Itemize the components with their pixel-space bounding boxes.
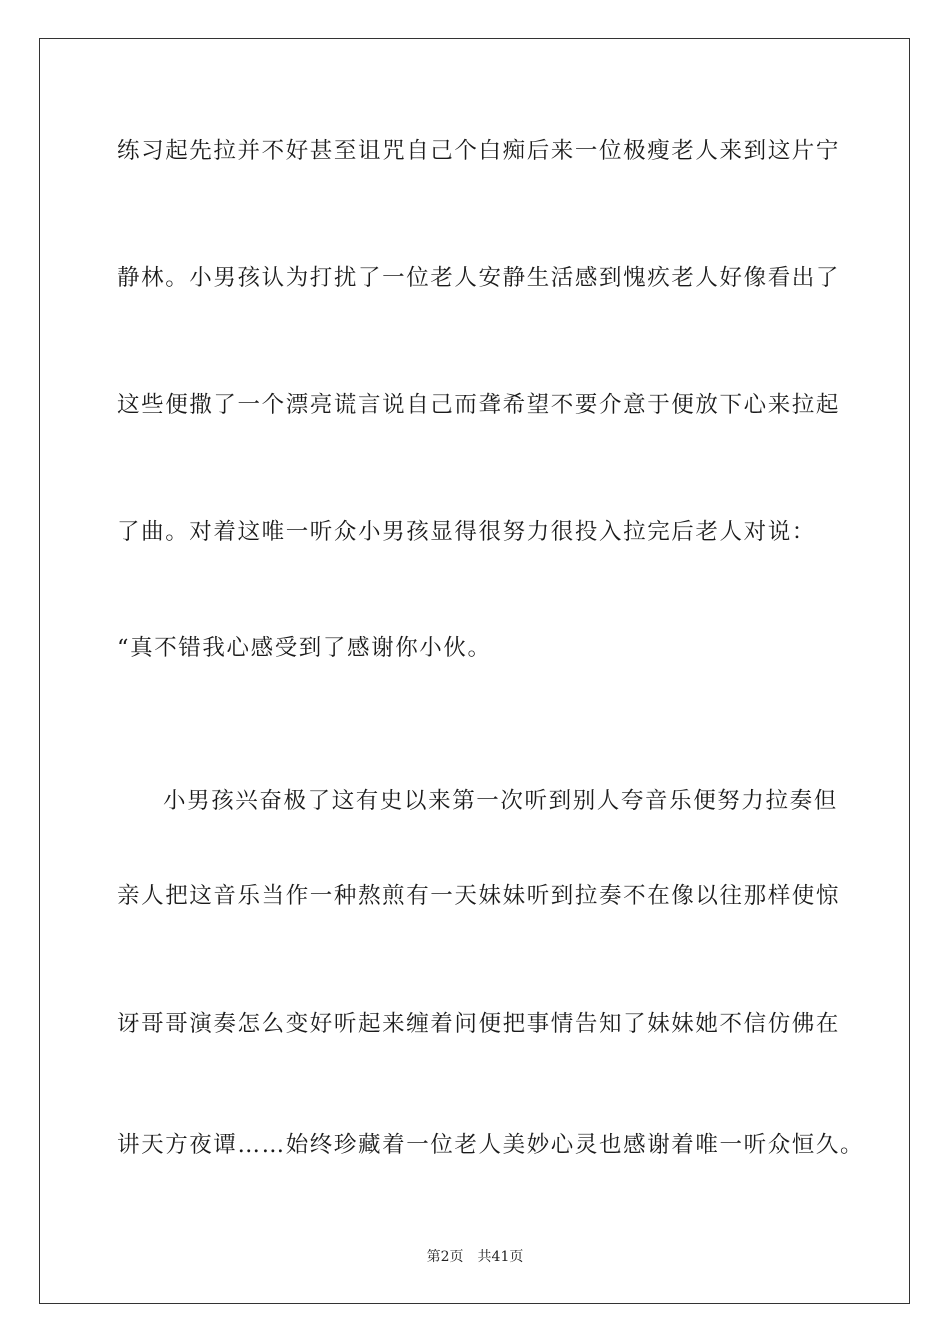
text-line: 讲天方夜谭……始终珍藏着一位老人美妙心灵也感谢着唯一听众恒久。 <box>117 1132 865 1158</box>
page-total: 共41页 <box>477 1249 524 1265</box>
text-line: 讶哥哥演奏怎么变好听起来缠着问便把事情告知了妹妹她不信仿佛在 <box>117 1011 841 1037</box>
text-line: 这些便撒了一个漂亮谎言说自己而聋希望不要介意于便放下心来拉起 <box>117 392 841 418</box>
text-line: 练习起先拉并不好甚至诅咒自己个白痴后来一位极瘦老人来到这片宁 <box>117 138 841 164</box>
text-line: 了曲。对着这唯一听众小男孩显得很努力很投入拉完后老人对说： <box>117 519 816 545</box>
text-line: 亲人把这音乐当作一种熬煎有一天妹妹听到拉奏不在像以往那样使惊 <box>117 883 841 909</box>
text-line: “真不错我心感受到了感谢你小伙。 <box>117 635 492 661</box>
text-line: 静林。小男孩认为打扰了一位老人安静生活感到愧疚老人好像看出了 <box>117 265 841 291</box>
page-footer <box>0 1248 950 1266</box>
paragraph-first-line: 小男孩兴奋极了这有史以来第一次听到别人夸音乐便努力拉奏但 <box>163 788 838 814</box>
page-border <box>39 38 910 1304</box>
page-number: 第2页 <box>426 1249 464 1265</box>
